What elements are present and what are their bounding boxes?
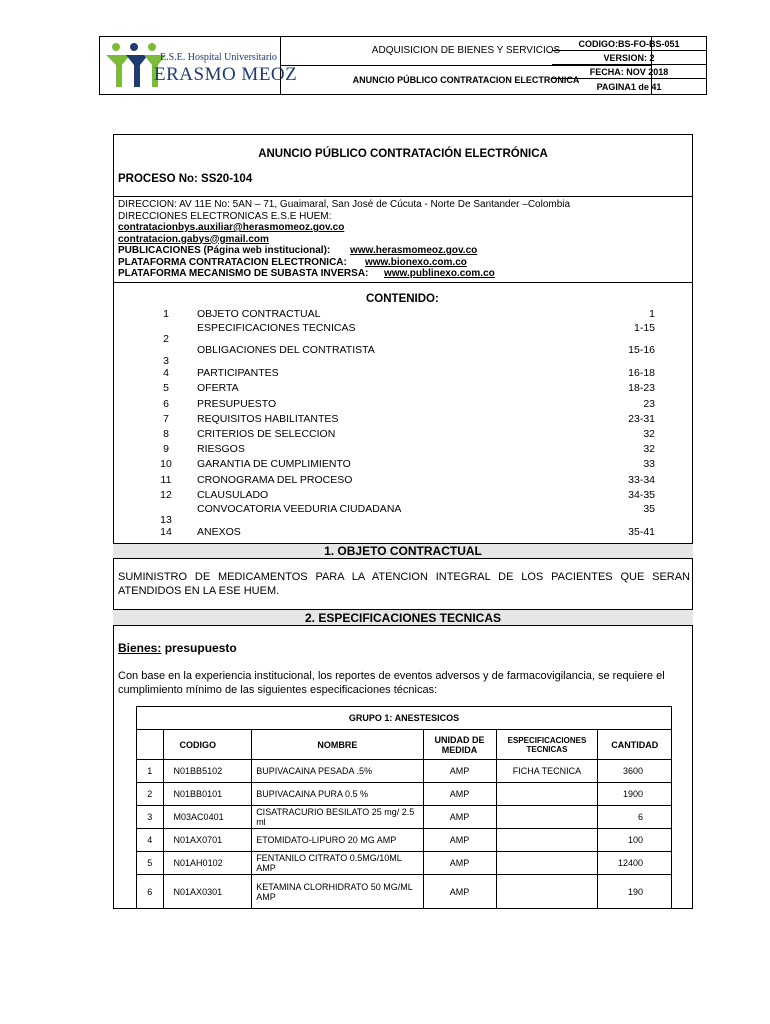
contents-number: 5 xyxy=(163,382,169,395)
divider xyxy=(113,196,693,197)
grupo-cell: FICHA TECNICA xyxy=(496,760,598,783)
grupo-column-header: CANTIDAD xyxy=(598,730,672,760)
header-version: VERSION: 2 xyxy=(552,51,706,65)
grupo-cell: AMP xyxy=(423,875,496,909)
section-2-heading: 2. ESPECIFICACIONES TECNICAS xyxy=(304,611,502,625)
contents-pages: 34-35 xyxy=(628,488,655,501)
contents-pages: 16-18 xyxy=(628,367,655,380)
header-doc-title: ANUNCIO PÚBLICO CONTRATACION ELECTRONICA xyxy=(352,75,580,85)
contents-label: CLAUSULADO xyxy=(197,488,269,501)
contents-row xyxy=(135,458,655,473)
section-1-text: SUMINISTRO DE MEDICAMENTOS PARA LA ATENCION INTEGRAL DE LOS PACIENTES QUE SERAN ATENDIDOS EN LA ESE HUEM. xyxy=(118,571,690,597)
grupo-cell: BUPIVACAINA PURA 0.5 % xyxy=(252,783,423,806)
grupo-header-row xyxy=(137,730,672,760)
grupo-cell: 5 xyxy=(137,852,164,875)
subasta-label: PLATAFORMA MECANISMO DE SUBASTA INVERSA: xyxy=(118,268,369,279)
contents-label: CONVOCATORIA VEEDURIA CIUDADANA xyxy=(197,502,402,515)
grupo-cell xyxy=(496,829,598,852)
grupo-cell: CISATRACURIO BESILATO 25 mg/ 2.5 ml xyxy=(252,806,423,829)
direcciones-label: DIRECCIONES ELECTRONICAS E.S.E HUEM: xyxy=(118,210,332,222)
grupo-table xyxy=(136,706,672,909)
contents-number: 10 xyxy=(160,458,172,471)
publicaciones-link[interactable]: www.herasmomeoz.gov.co xyxy=(350,245,478,256)
contents-pages: 1 xyxy=(649,308,655,320)
divider xyxy=(113,282,693,283)
contents-pages: 35-41 xyxy=(628,525,655,538)
grupo-cell xyxy=(496,783,598,806)
contents-row xyxy=(135,398,655,413)
contents-pages: 15-16 xyxy=(628,344,655,357)
contents-number: 8 xyxy=(163,427,169,440)
grupo-cell: 6 xyxy=(598,806,672,829)
contents-number: 7 xyxy=(163,412,169,425)
contents-row xyxy=(135,382,655,397)
contents-label: GARANTIA DE CUMPLIMIENTO xyxy=(197,458,351,471)
grupo-cell: AMP xyxy=(423,760,496,783)
grupo-cell: 100 xyxy=(598,829,672,852)
grupo-cell: N01AX0301 xyxy=(163,875,252,909)
email-link-2[interactable]: contratacion.gabys@gmail.com xyxy=(118,233,269,245)
section-1-heading: 1. OBJETO CONTRACTUAL xyxy=(324,544,482,558)
contents-pages: 35 xyxy=(643,502,655,515)
contents-table xyxy=(135,308,655,541)
contents-number: 2 xyxy=(163,333,169,346)
grupo-cell: 1 xyxy=(137,760,164,783)
grupo-cell: KETAMINA CLORHIDRATO 50 MG/ML AMP xyxy=(252,875,423,909)
grupo-cell: 4 xyxy=(137,829,164,852)
contents-number: 1 xyxy=(163,308,169,320)
grupo-cell: 190 xyxy=(598,875,672,909)
contents-pages: 32 xyxy=(643,443,655,456)
grupo-row xyxy=(137,852,672,875)
contents-label: CRONOGRAMA DEL PROCESO xyxy=(197,473,353,486)
grupo-cell xyxy=(496,806,598,829)
grupo-column-header: UNIDAD DE MEDIDA xyxy=(423,730,496,760)
hospital-logo xyxy=(100,37,298,94)
grupo-cell: BUPIVACAINA PESADA .5% xyxy=(252,760,423,783)
bienes-value: presupuesto xyxy=(161,641,237,655)
grupo-cell: AMP xyxy=(423,829,496,852)
contents-number: 14 xyxy=(160,525,172,538)
grupo-cell xyxy=(496,875,598,909)
contents-label: ANEXOS xyxy=(197,525,241,538)
contents-row xyxy=(135,489,655,504)
grupo-cell: 1900 xyxy=(598,783,672,806)
grupo-cell: 2 xyxy=(137,783,164,806)
contents-pages: 32 xyxy=(643,427,655,440)
contents-pages: 33 xyxy=(643,458,655,471)
grupo-row xyxy=(137,783,672,806)
grupo-cell: 6 xyxy=(137,875,164,909)
grupo-cell: AMP xyxy=(423,783,496,806)
grupo-row xyxy=(137,806,672,829)
grupo-row xyxy=(137,760,672,783)
contents-number: 11 xyxy=(160,473,172,486)
contents-row xyxy=(135,428,655,443)
contents-number: 4 xyxy=(163,367,169,380)
section-2-heading-bar xyxy=(113,609,693,626)
contents-label: CRITERIOS DE SELECCION xyxy=(197,427,336,440)
contents-row xyxy=(135,367,655,382)
grupo-cell: AMP xyxy=(423,852,496,875)
contents-row xyxy=(135,526,655,541)
grupo-column-header: CODIGO xyxy=(163,730,252,760)
contents-number: 6 xyxy=(163,397,169,410)
notice-title: ANUNCIO PÚBLICO CONTRATACIÓN ELECTRÓNICA xyxy=(258,148,548,160)
grupo-cell: N01BB5102 xyxy=(163,760,252,783)
grupo-cell: 12400 xyxy=(598,852,672,875)
email-link-1[interactable]: contratacionbys.auxiliar@herasmomeoz.gov.co xyxy=(118,222,345,233)
grupo-column-header: ESPECIFICACIONES TECNICAS xyxy=(496,730,598,760)
grupo-cell xyxy=(496,852,598,875)
contents-label: OBJETO CONTRACTUAL xyxy=(197,308,321,320)
publicaciones-label: PUBLICACIONES (Página web institucional): xyxy=(118,245,331,256)
grupo-cell: 3 xyxy=(137,806,164,829)
grupo-column-header: NOMBRE xyxy=(252,730,423,760)
contents-pages: 33-34 xyxy=(628,473,655,486)
contents-label: PARTICIPANTES xyxy=(197,367,279,380)
grupo-row xyxy=(137,829,672,852)
proceso-number: PROCESO No: SS20-104 xyxy=(118,173,253,185)
grupo-cell: FENTANILO CITRATO 0.5MG/10ML AMP xyxy=(252,852,423,875)
contents-number: 9 xyxy=(163,443,169,456)
contents-row xyxy=(135,323,655,345)
contents-label: OBLIGACIONES DEL CONTRATISTA xyxy=(197,344,375,357)
contents-pages: 23-31 xyxy=(628,412,655,425)
contents-number: 3 xyxy=(163,355,169,368)
grupo-cell: ETOMIDATO-LIPURO 20 MG AMP xyxy=(252,829,423,852)
contenido-title: CONTENIDO: xyxy=(366,293,439,305)
grupo-cell: N01AH0102 xyxy=(163,852,252,875)
contents-label: OFERTA xyxy=(197,382,239,395)
grupo-column-header xyxy=(137,730,164,760)
contents-row xyxy=(135,443,655,458)
contents-label: REQUISITOS HABILITANTES xyxy=(197,412,339,425)
plataforma-link[interactable]: www.bionexo.com.co xyxy=(365,256,467,268)
logo-title: ERASMO MEOZ xyxy=(154,64,298,85)
section-1-heading-bar xyxy=(113,543,693,559)
grupo-cell: M03AC0401 xyxy=(163,806,252,829)
contents-pages: 23 xyxy=(643,397,655,410)
contents-pages: 1-15 xyxy=(633,322,655,335)
bienes-line xyxy=(118,641,237,655)
direccion-text: DIRECCION: AV 11E No: 5AN – 71, Guaimaral, San José de Cúcuta - Norte De Santander –Colombia xyxy=(118,199,571,210)
contents-label: ESPECIFICACIONES TECNICAS xyxy=(197,322,356,335)
section-2-intro: Con base en la experiencia institucional, los reportes de eventos adversos y de farmacovigilancia, se requiere el cumplimiento mínimo de las siguientes especificaciones técnicas: xyxy=(118,670,665,696)
contents-row xyxy=(135,413,655,428)
grupo-cell: N01BB0101 xyxy=(163,783,252,806)
contents-pages: 18-23 xyxy=(628,382,655,395)
contents-row xyxy=(135,308,655,323)
grupo-cell: AMP xyxy=(423,806,496,829)
contents-row xyxy=(135,474,655,489)
contents-label: RIESGOS xyxy=(197,443,245,456)
grupo-cell: 3600 xyxy=(598,760,672,783)
bienes-label: Bienes: xyxy=(118,641,162,655)
contents-number: 13 xyxy=(160,513,172,526)
header-codigo: CODIGO:BS-FO-BS-051 xyxy=(552,37,706,51)
grupo-cell: N01AX0701 xyxy=(163,829,252,852)
contents-row xyxy=(135,504,655,526)
grupo-title: GRUPO 1: ANESTESICOS xyxy=(137,707,672,730)
subasta-link[interactable]: www.publinexo.com.co xyxy=(384,268,495,279)
header-fecha: FECHA: NOV 2018 xyxy=(552,65,706,79)
contents-row xyxy=(135,345,655,367)
contents-label: PRESUPUESTO xyxy=(197,397,277,410)
contents-number: 12 xyxy=(160,488,172,501)
plataforma-label: PLATAFORMA CONTRATACION ELECTRONICA: xyxy=(118,256,347,268)
logo-subtitle: E.S.E. Hospital Universitario xyxy=(160,52,277,63)
header-department: ADQUISICION DE BIENES Y SERVICIOS xyxy=(281,37,651,66)
grupo-row xyxy=(137,875,672,909)
header-pagina: PAGINA1 de 41 xyxy=(596,82,662,92)
